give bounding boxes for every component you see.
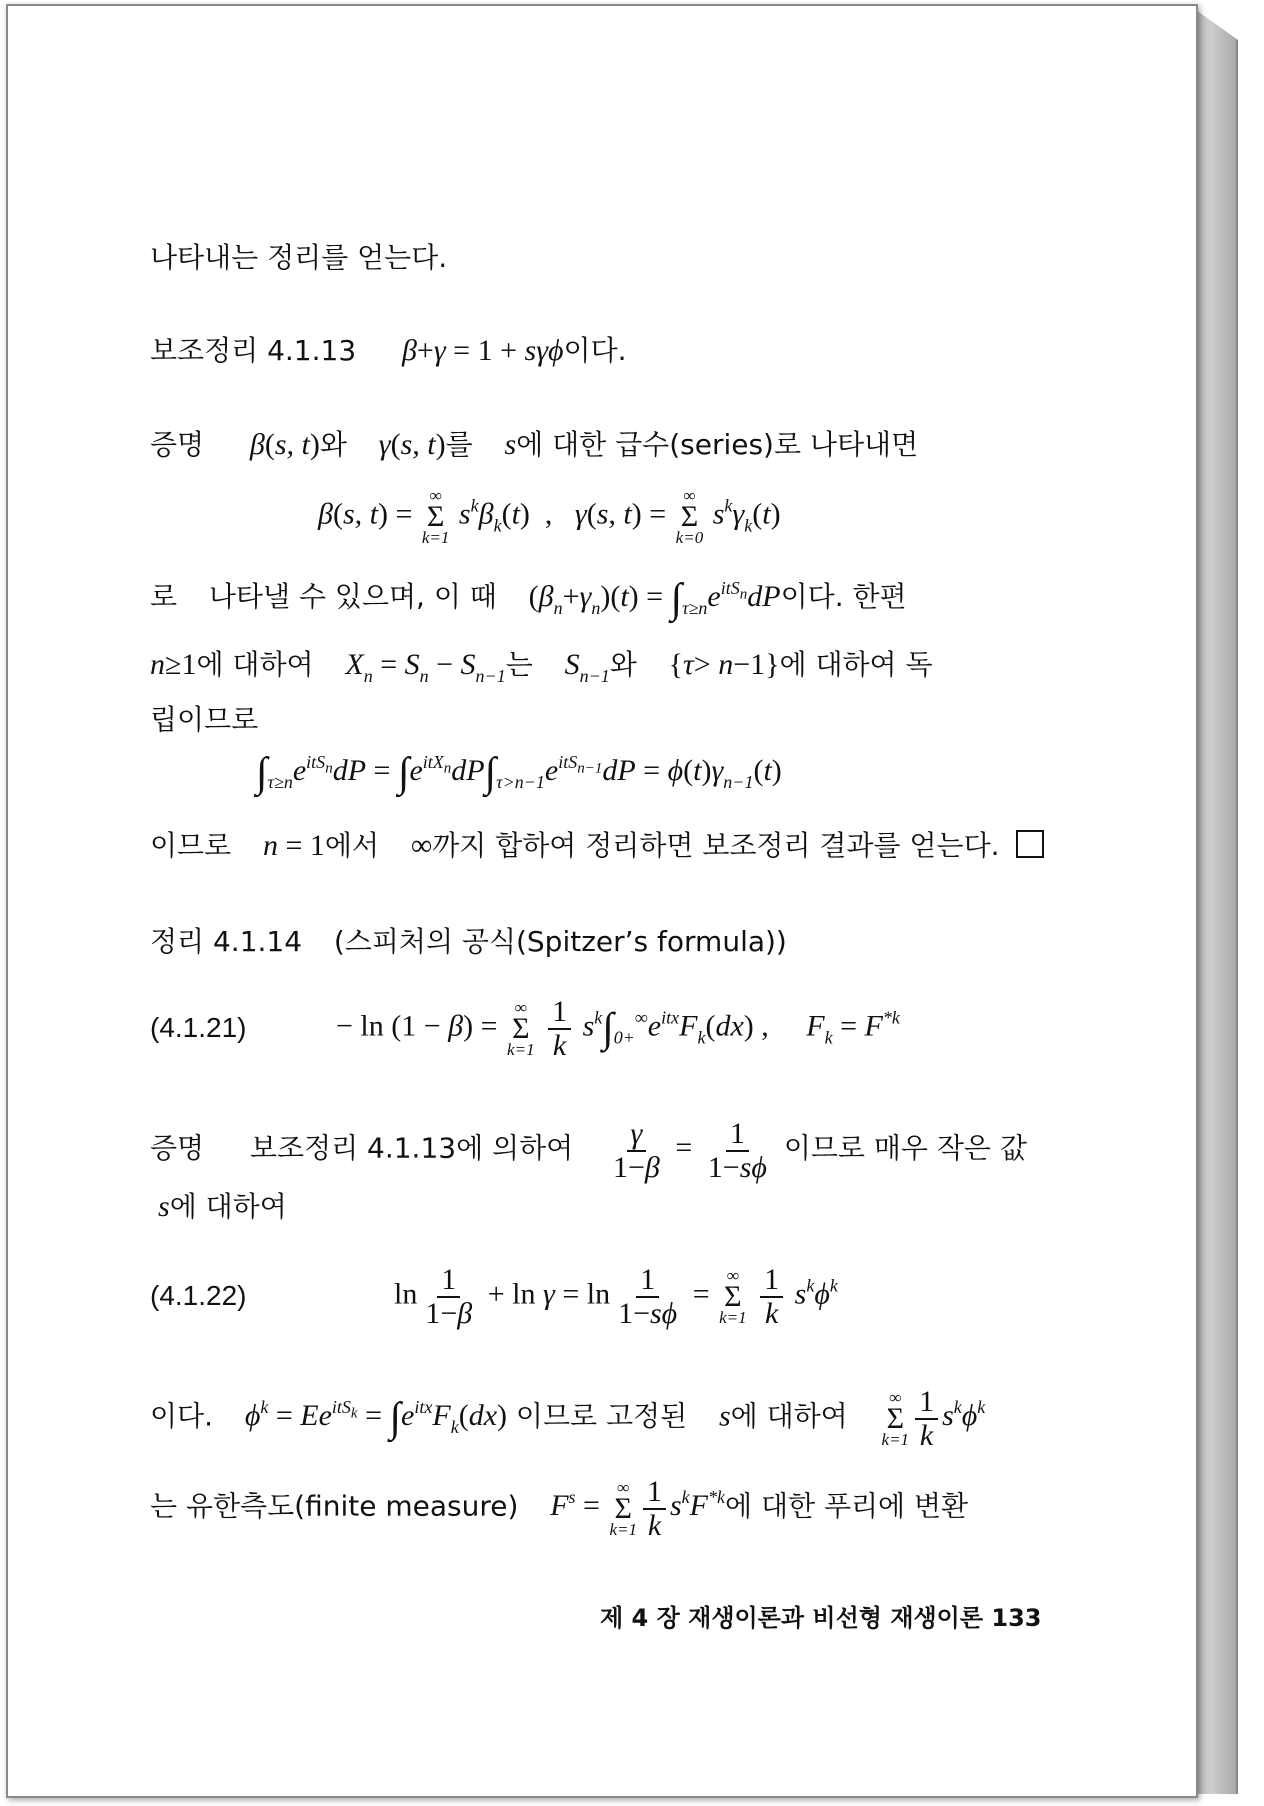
text-ida: 이다.: [150, 1399, 213, 1433]
text-hap: 까지 합하여 정리하면 보조정리 결과를 얻는다.: [432, 829, 1000, 862]
lemma-4-1-13: [150, 336, 627, 366]
text-wa-2: 와: [609, 648, 637, 681]
text-imro: 이므로: [150, 829, 232, 862]
theorem-4-1-14: [150, 925, 787, 958]
eq-4-1-21: − ln (1 − β) = ∞ Σ k=1 $\frac{1}{k}$ $s^k\int_{0+}^\infty e^{itx}F_k(dx)$ , $F_k = F^{*k}$: [336, 995, 900, 1062]
text-line-n: n≥1에 대하여 $X_n = S_n - S_{n-1}$는 $S_{n-1}$와 {τ> n−1}에 대하여 독: [150, 648, 933, 686]
page-edge-shadow: [1196, 10, 1238, 1794]
text-hanpyeon: 이다. 한편: [780, 579, 907, 613]
text-reul: 를: [445, 428, 473, 461]
lemma-label: 보조정리 4.1.13: [150, 334, 357, 367]
integral-equation: $\int_{\tau\ge n}e^{itS_n}dP = \int e^{itX_n}dP\int_{\tau>n-1}e^{itS_{n-1}}dP = \phi(t)\gamma_{n-1}(t)$: [256, 750, 782, 796]
text-fourier: 에 대한 푸리에 변환: [725, 1489, 969, 1523]
text-fixed: 이므로 고정된: [515, 1399, 688, 1433]
text-daehayeo-2: 에 대하여: [169, 1190, 287, 1223]
text-line-imro: 이므로 n = 1에서 ∞까지 합하여 정리하면 보조정리 결과를 얻는다.: [150, 830, 1044, 861]
text-line-s: s에 대하여: [158, 1190, 287, 1223]
text-line-ida: 이다. $\phi^k = Ee^{itS_k} = \int e^{itx}F_k(dx)$ 이므로 고정된 s에 대하여 ∞ Σ k=1 $\frac{1}{k}$ $s^k\phi^k$: [150, 1385, 986, 1452]
text-line-1: 나타내는 정리를 얻는다.: [150, 241, 448, 274]
text-eseo: 에서: [324, 829, 379, 862]
eq-4-1-22: ln $\frac{1}{1-\beta}$ + ln γ = ln $\frac{1}{1-s\phi}$ = ∞ Σ k=1 $\frac{1}{k}$ $s^k\phi^k$: [394, 1263, 838, 1330]
text-small-value: 이므로 매우 작은 값: [783, 1131, 1027, 1165]
proof-intro-line: 증명 β(s, t)와 γ(s, t)를 s에 대한 급수(series)로 나타내면: [150, 428, 919, 461]
text-series: 에 대한 급수(series)로 나타내면: [516, 428, 919, 461]
proof-label-2: 증명: [150, 1131, 205, 1165]
text-line-indep: 립이므로: [150, 703, 259, 736]
text-line-last: 는 유한측도(finite measure) $F^s$ = ∞ Σ k=1 $\frac{1}{k}$ $s^kF^{*k}$에 대한 푸리에 변환: [150, 1475, 969, 1542]
series-equation: β(s, t) = ∞ Σ k=1 $s^k\beta_k(t)$ , γ(s, t) = ∞ Σ k=0 $s^k\gamma_k(t)$: [318, 486, 781, 548]
text-natal: 나타낼 수 있으며, 이 때: [208, 579, 497, 613]
text-daehayeo: 에 대하여: [196, 648, 314, 681]
lemma-formula: β+γ = 1 + sγϕ: [401, 334, 564, 367]
proof-label: 증명: [150, 428, 205, 461]
text-ro: 로: [150, 579, 178, 613]
page-footer: 제 4 장 재생이론과 비선형 재생이론 133: [600, 1604, 1042, 1632]
eq-4-1-22-label: (4.1.22): [150, 1280, 247, 1311]
text-wa: 와: [319, 428, 347, 461]
text-finite-measure: 는 유한측도(finite measure): [150, 1489, 519, 1523]
text-line-natal: 로 나타낼 수 있으며, 이 때 $(\beta_n+\gamma_n)(t) = \int_{\tau\ge n}e^{itS_n}dP$이다. 한편: [150, 576, 907, 622]
text-neun: 는: [505, 648, 533, 681]
text-daehayeo-3: 에 대하여: [730, 1399, 848, 1433]
eq-4-1-21-label: (4.1.21): [150, 1012, 247, 1043]
text-uihayeo: 보조정리 4.1.13에 의하여: [249, 1131, 574, 1165]
theorem-name: (스피처의 공식(Spitzer’s formula)): [333, 925, 787, 958]
proof-2-line: 증명 보조정리 4.1.13에 의하여 $\frac{\gamma}{1-\beta}$ = $\frac{1}{1-s\phi}$ 이므로 매우 작은 값: [150, 1117, 1027, 1184]
qed-box: [1016, 830, 1044, 858]
text-dok: 에 대하여 독: [779, 648, 933, 681]
theorem-label: 정리 4.1.14: [150, 925, 303, 958]
lemma-tail: 이다.: [563, 334, 627, 367]
